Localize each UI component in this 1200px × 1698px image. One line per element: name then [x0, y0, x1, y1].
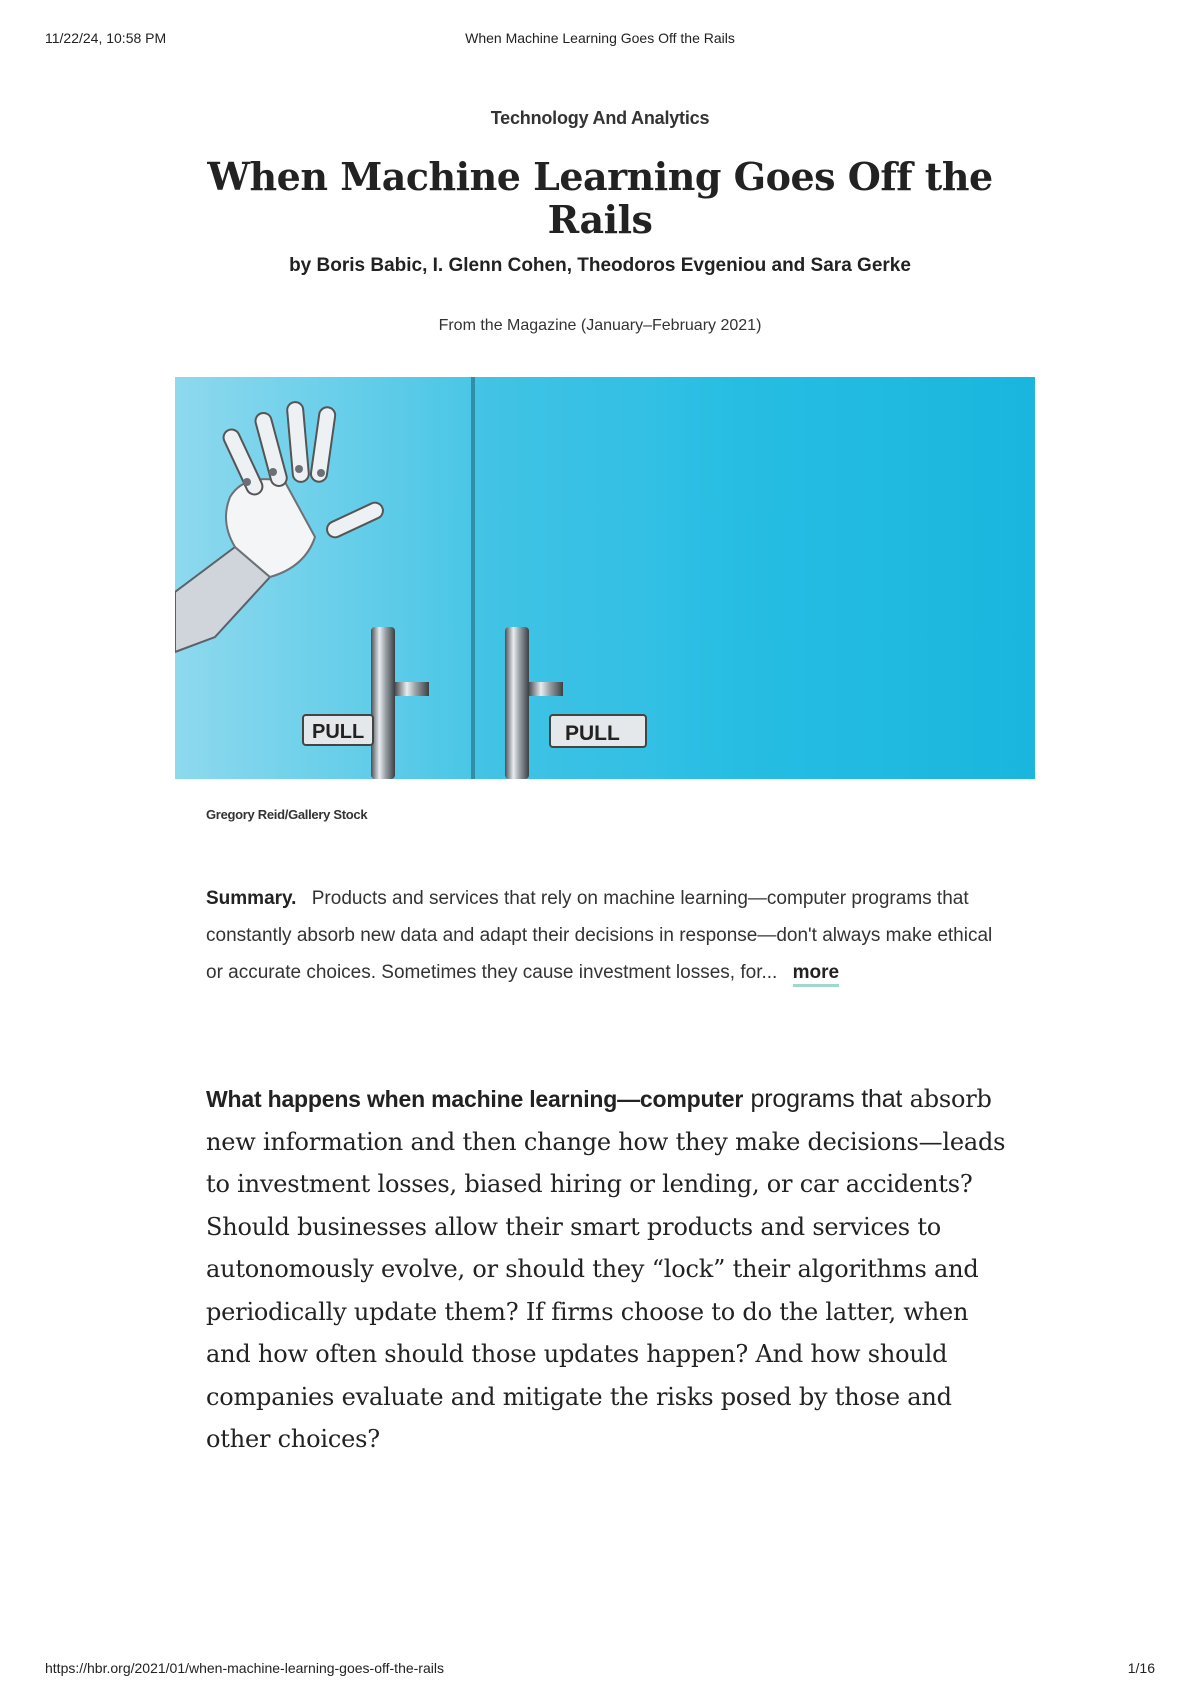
hero-image: [175, 377, 1035, 779]
article-byline: by Boris Babic, I. Glenn Cohen, Theodoros Evgeniou and Sara Gerke: [289, 255, 911, 276]
print-header: [45, 30, 1155, 50]
pull-sign-left: PULL: [312, 721, 365, 743]
pull-sign-right: PULL: [565, 722, 620, 745]
body-lead-bold: What happens when machine learning—computer: [206, 1086, 744, 1112]
summary-label: Summary.: [206, 888, 297, 909]
article-body-paragraph: [206, 1078, 1016, 1461]
summary-more-link[interactable]: more: [793, 962, 839, 987]
article-topic-link[interactable]: Technology And Analytics: [490, 108, 710, 128]
article-source: From the Magazine (January–February 2021): [438, 317, 762, 334]
print-footer: [45, 1660, 1155, 1680]
print-page-number: 1/16: [1127, 1660, 1155, 1676]
print-page-title: When Machine Learning Goes Off the Rails: [465, 30, 735, 46]
summary-text: Products and services that rely on machine learning—computer programs that constantly absorb new data and adapt their decisions in response—don't always make ethical or accurate choices. Sometimes they cause investment losses, for...: [206, 888, 993, 983]
hero-illustration: [175, 377, 1035, 779]
article-title: When Machine Learning Goes Off the Rails: [207, 154, 993, 242]
robot-hand: [175, 401, 386, 652]
body-lead-regular: programs that: [750, 1085, 903, 1113]
body-text: absorb new information and then change how they make decisions—leads to investment losses, biased hiring or lending, or car accidents? Should businesses allow their smart products and services to autonomously evolve, or should they “lock” their algorithms and periodically update them? If firms choose to do the latter, when and how often should those updates happen? And how should companies evaluate and mitigate the risks posed by those and other choices?: [206, 1085, 1006, 1453]
image-credit: Gregory Reid/Gallery Stock: [206, 807, 368, 822]
door-seam: [471, 377, 475, 779]
print-url: https://hbr.org/2021/01/when-machine-learning-goes-off-the-rails: [45, 1660, 444, 1676]
door-handle-left: [303, 627, 429, 779]
article-summary: [206, 880, 1006, 991]
print-datetime: 11/22/24, 10:58 PM: [45, 30, 167, 46]
